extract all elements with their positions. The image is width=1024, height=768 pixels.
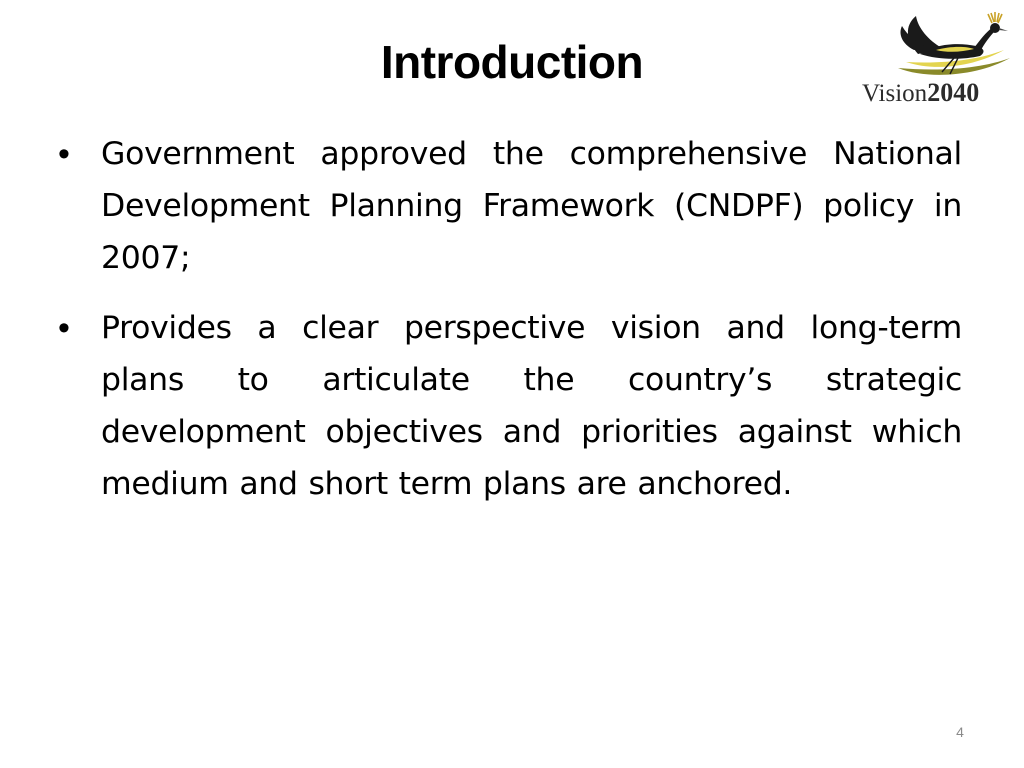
bullet-marker: • — [58, 309, 70, 347]
vision-2040-logo — [858, 10, 1018, 110]
list-item — [58, 302, 962, 510]
logo-text — [862, 78, 1018, 108]
bullet-text: Government approved the comprehensive National Development Planning Framework (CNDPF) policy in 2007; — [101, 136, 962, 276]
slide-title: Introduction — [380, 36, 644, 88]
logo-word: Vision — [862, 80, 928, 107]
logo-year: 2040 — [927, 78, 980, 107]
bullet-list — [58, 128, 962, 528]
page-number: 4 — [956, 724, 964, 740]
crested-crane-icon — [858, 10, 1018, 82]
list-item — [58, 128, 962, 284]
bullet-text: Provides a clear perspective vision and long-term plans to articulate the country’s strategic development objectives and priorities against which medium and short term plans are anchored. — [101, 310, 962, 502]
bullet-marker: • — [58, 135, 70, 173]
